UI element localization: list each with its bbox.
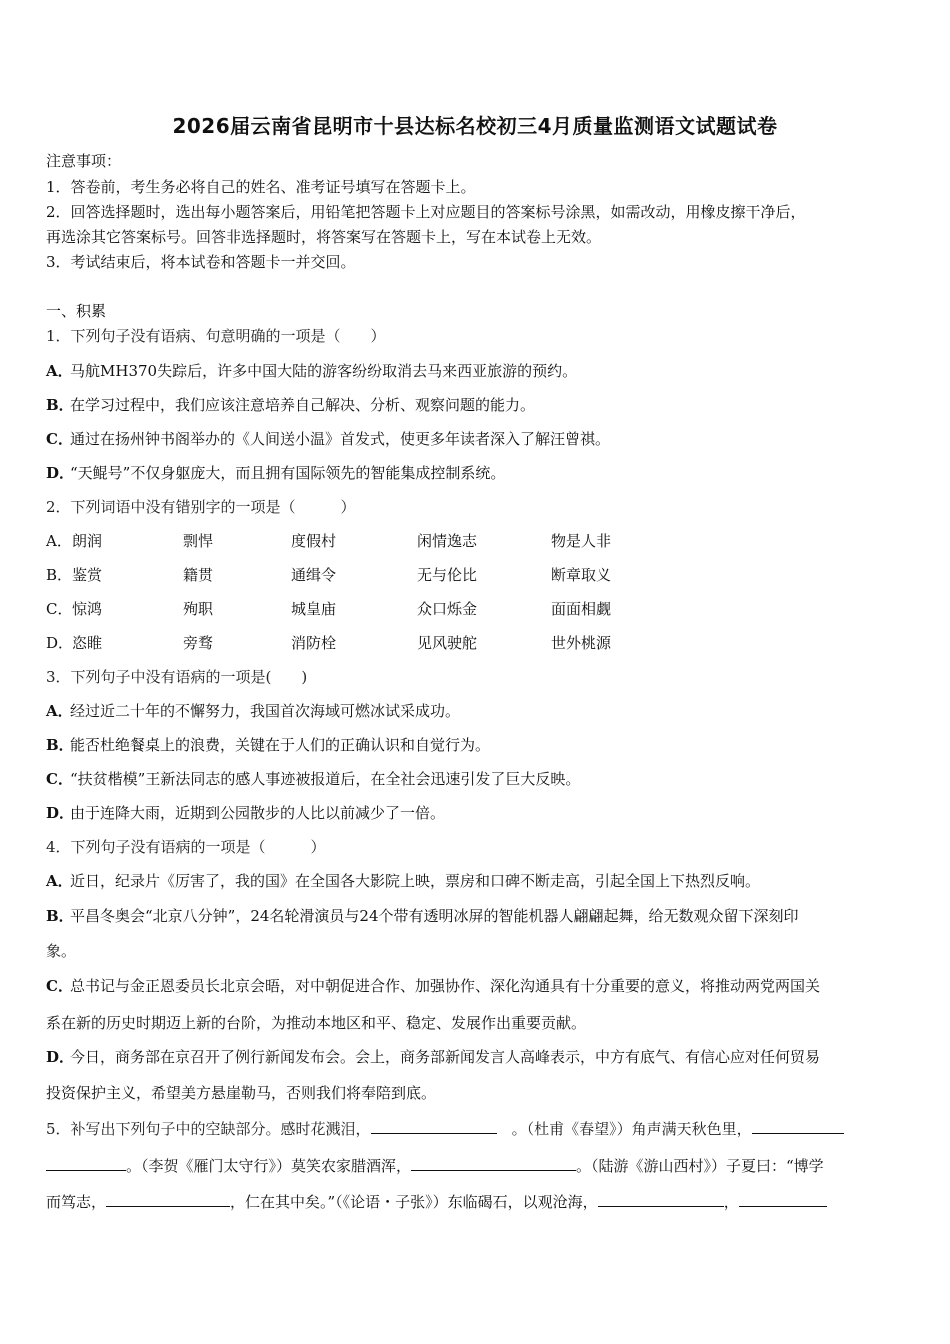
word-cell: 闲情逸志	[417, 532, 478, 550]
option-text: “扶贫楷模”王新法同志的感人事迹被报道后，在全社会迅速引发了巨大反映。	[70, 770, 581, 788]
fill-in-text: 5．补写出下列句子中的空缺部分。感时花溅泪，	[46, 1120, 371, 1138]
fill-in-line	[46, 1154, 824, 1176]
word-cell: 无与伦比	[417, 566, 478, 584]
option-text-continued: 系在新的历史时期迈上新的台阶，为推动本地区和平、稳定、发展作出重要贡献。	[46, 1014, 587, 1032]
option-letter: B．	[46, 736, 74, 754]
word-cell: 面面相觑	[551, 600, 612, 618]
word-cell: 断章取义	[551, 566, 612, 584]
question-stem: 2．下列词语中没有错别字的一项是（ ）	[46, 498, 356, 516]
option-text: 近日，纪录片《厉害了，我的国》在全国各大影院上映，票房和口碑不断走高，引起全国上下热烈反响。	[70, 872, 761, 890]
word-cell: 见风驶舵	[417, 634, 478, 652]
word-cell: 鉴赏	[72, 566, 103, 584]
option-row	[46, 701, 460, 721]
word-cell: 众口烁金	[417, 600, 478, 618]
option-row	[46, 803, 445, 823]
option-letter: C．	[46, 770, 73, 788]
option-row	[46, 361, 577, 381]
word-cell: 消防栓	[291, 634, 337, 652]
option-letter: B．	[46, 566, 73, 584]
fill-in-line	[46, 1190, 827, 1212]
notice-item: 2．回答选择题时，选出每小题答案后，用铅笔把答题卡上对应题目的答案标号涂黑，如需改动，用橡皮擦干净后，	[46, 203, 806, 221]
word-cell: 朗润	[72, 532, 103, 550]
option-letter: C．	[46, 977, 73, 995]
word-cell: 度假村	[291, 532, 337, 550]
notice-item: 再选涂其它答案标号。回答非选择题时，将答案写在答题卡上，写在本试卷上无效。	[46, 228, 602, 246]
option-text: 在学习过程中，我们应该注意培养自己解决、分析、观察问题的能力。	[70, 396, 536, 414]
word-cell: 恣睢	[72, 634, 103, 652]
option-row	[46, 871, 760, 891]
option-letter: A．	[46, 362, 73, 380]
answer-blank[interactable]	[752, 1117, 844, 1134]
option-row	[46, 976, 820, 996]
option-row	[46, 1047, 820, 1067]
option-row	[46, 395, 535, 415]
option-text: 通过在扬州钟书阁举办的《人间送小温》首发式，使更多年读者深入了解汪曾祺。	[70, 430, 611, 448]
fill-in-text: 。（李贺《雁门太守行》）莫笑农家腊酒浑，	[126, 1157, 412, 1175]
word-cell: 旁骛	[183, 634, 214, 652]
word-cell: 殉职	[183, 600, 214, 618]
fill-in-text: 。（杜甫《春望》）角声满天秋色里，	[511, 1120, 752, 1138]
section-heading: 一、积累	[46, 302, 107, 320]
option-text-continued: 投资保护主义，希望美方悬崖勒马，否则我们将奉陪到底。	[46, 1084, 437, 1102]
option-text: 总书记与金正恩委员长北京会晤，对中朝促进合作、加强协作、深化沟通具有十分重要的意义，将推动两党两国关	[70, 977, 821, 995]
answer-blank[interactable]	[411, 1154, 576, 1171]
option-text: 今日，商务部在京召开了例行新闻发布会。会上，商务部新闻发言人高峰表示，中方有底气、有信心应对任何贸易	[70, 1048, 821, 1066]
notice-item: 3．考试结束后，将本试卷和答题卡一并交回。	[46, 253, 356, 271]
word-cell: 物是人非	[551, 532, 612, 550]
question-stem: 4．下列句子没有语病的一项是（ ）	[46, 838, 326, 856]
fill-in-line	[46, 1117, 844, 1139]
option-row	[46, 906, 799, 926]
option-row	[46, 769, 580, 789]
word-cell: 剽悍	[183, 532, 214, 550]
page-title: 2026届云南省昆明市十县达标名校初三4月质量监测语文试题试卷	[172, 114, 778, 138]
answer-blank[interactable]	[598, 1190, 724, 1207]
answer-blank[interactable]	[106, 1190, 230, 1207]
option-letter: D．	[46, 464, 75, 482]
fill-in-text: 而笃志，	[46, 1193, 107, 1211]
option-letter: D．	[46, 804, 75, 822]
option-letter: D．	[46, 1048, 75, 1066]
answer-blank[interactable]	[371, 1117, 497, 1134]
answer-blank[interactable]	[739, 1190, 827, 1207]
option-text: 经过近二十年的不懈努力，我国首次海域可燃冰试采成功。	[70, 702, 461, 720]
notice-heading: 注意事项：	[46, 152, 122, 170]
word-cell: 籍贯	[183, 566, 214, 584]
option-text: 由于连降大雨，近期到公园散步的人比以前减少了一倍。	[70, 804, 446, 822]
question-stem: 1．下列句子没有语病、句意明确的一项是（ ）	[46, 327, 386, 345]
word-cell: 城皇庙	[291, 600, 337, 618]
option-letter: C．	[46, 600, 73, 618]
option-letter: D．	[46, 634, 74, 652]
option-letter: A．	[46, 872, 73, 890]
option-row	[46, 429, 610, 449]
option-text: 平昌冬奥会“北京八分钟”，24名轮滑演员与24个带有透明冰屏的智能机器人翩翩起舞，给无数观众留下深刻印	[70, 907, 799, 925]
option-letter: A．	[46, 702, 73, 720]
option-text-continued: 象。	[46, 942, 77, 960]
fill-in-text: 。（陆游《游山西村》）子夏曰：“博学	[576, 1157, 824, 1175]
question-stem: 3．下列句子中没有语病的一项是( )	[46, 668, 308, 686]
word-cell: 通缉令	[291, 566, 337, 584]
option-row	[46, 463, 505, 483]
answer-blank[interactable]	[46, 1154, 126, 1171]
fill-in-text: ，仁在其中矣。”（《论语・子张》）东临碣石，以观沧海，	[230, 1193, 598, 1211]
word-cell: 惊鸿	[72, 600, 103, 618]
option-row	[46, 735, 490, 755]
option-letter: A．	[46, 532, 72, 550]
option-letter: B．	[46, 396, 74, 414]
option-text: “天鲲号”不仅身躯庞大，而且拥有国际领先的智能集成控制系统。	[70, 464, 506, 482]
notice-item: 1．答卷前，考生务必将自己的姓名、准考证号填写在答题卡上。	[46, 178, 476, 196]
word-cell: 世外桃源	[551, 634, 612, 652]
fill-in-text: ，	[723, 1193, 739, 1211]
option-text: 能否杜绝餐桌上的浪费，关键在于人们的正确认识和自觉行为。	[70, 736, 491, 754]
option-letter: C．	[46, 430, 73, 448]
option-letter: B．	[46, 907, 74, 925]
option-text: 马航MH370失踪后，许多中国大陆的游客纷纷取消去马来西亚旅游的预约。	[70, 362, 578, 380]
